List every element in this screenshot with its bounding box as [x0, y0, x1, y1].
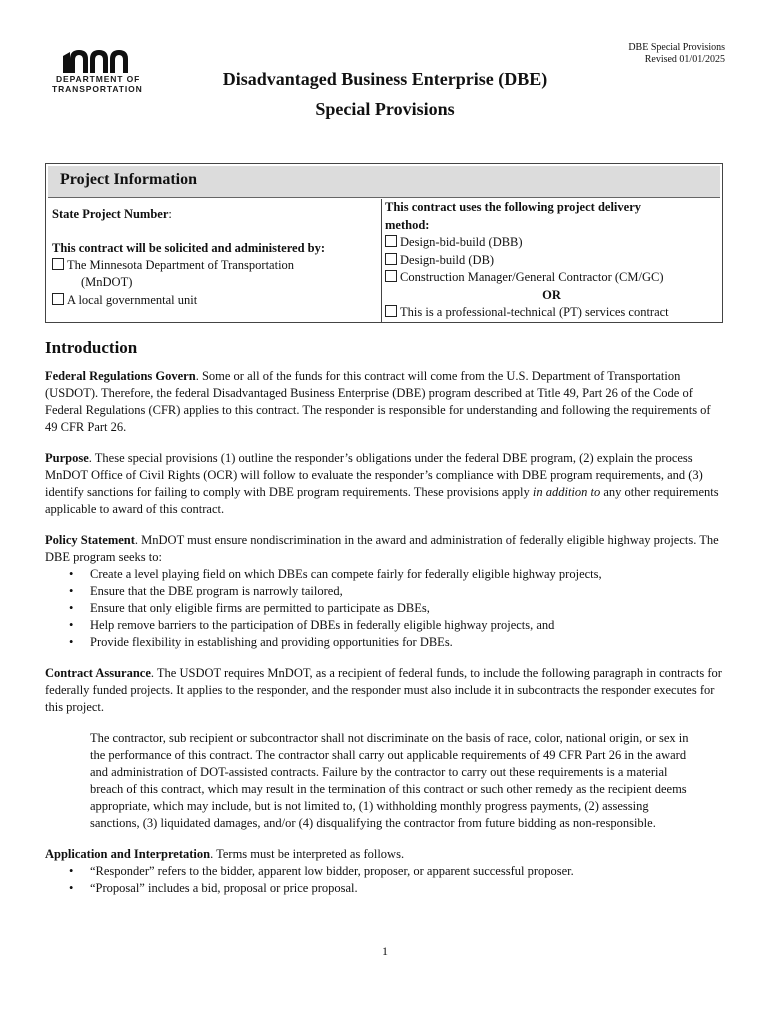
mndot-logo [52, 46, 152, 94]
method-dbb[interactable] [385, 234, 718, 252]
list-item: • Help remove barriers to the participation of DBEs in federally eligible highway projects, and [69, 617, 725, 634]
project-information-columns [46, 199, 722, 322]
document-body [45, 339, 725, 897]
policy-statement-text: . MnDOT must ensure nondiscrimination in the award and administration of federally eligible highway projects. The DBE program seeks to: [45, 533, 719, 564]
contract-assurance-paragraph [45, 665, 725, 716]
state-project-number-row[interactable] [52, 206, 375, 223]
pt-checkbox[interactable] [385, 305, 397, 317]
local-gov-checkbox[interactable] [52, 293, 64, 305]
purpose-italic: in addition to [532, 485, 601, 499]
project-info-left-column [46, 199, 382, 322]
federal-regulations-title: Federal Regulations Govern [45, 369, 196, 383]
federal-regulations-paragraph [45, 368, 725, 436]
policy-statement-title: Policy Statement [45, 533, 135, 547]
title-line1: Disadvantaged Business Enterprise (DBE) [222, 69, 548, 89]
option-mndot-label: The Minnesota Department of Transportation [67, 258, 295, 272]
mn-logo-mark-icon [52, 46, 144, 74]
list-item: • “Responder” refers to the bidder, apparent low bidder, proposer, or apparent successful proposer. [69, 863, 725, 880]
delivery-method-label-cont: method: [385, 217, 430, 232]
policy-bullet-list [69, 566, 725, 651]
policy-statement-paragraph [45, 532, 725, 566]
logo-line1: DEPARTMENT OF [56, 74, 141, 84]
logo-line2: TRANSPORTATION [52, 84, 143, 94]
option-mndot[interactable] [52, 257, 375, 274]
application-title: Application and Interpretation [45, 847, 211, 861]
revised-date: Revised 01/01/2025 [644, 54, 725, 65]
logo-wordmark [52, 74, 152, 94]
option-local-label: A local governmental unit [67, 293, 198, 307]
header-meta [628, 42, 725, 66]
method-pt-label: This is a professional-technical (PT) services contract [400, 305, 669, 319]
doc-label: DBE Special Provisions [628, 42, 725, 53]
db-checkbox[interactable] [385, 253, 397, 265]
project-information-box [45, 163, 723, 323]
introduction-heading: Introduction [45, 338, 138, 357]
contract-assurance-text: . The USDOT requires MnDOT, as a recipient of federal funds, to include the following paragraph in contracts for federally funded projects. It applies to the responder, and the responder must also include it in subcontracts the responder executes for this project. [45, 666, 722, 714]
list-item: • Create a level playing field on which DBEs can compete fairly for federally eligible highway projects, [69, 566, 725, 583]
purpose-paragraph [45, 450, 725, 518]
method-cmgc[interactable] [385, 269, 718, 287]
application-text: . Terms must be interpreted as follows. [210, 847, 405, 861]
method-db[interactable] [385, 252, 718, 270]
page-title [160, 64, 610, 124]
list-item: • Provide flexibility in establishing and providing opportunities for DBEs. [69, 634, 725, 651]
method-db-label: Design-build (DB) [400, 252, 495, 267]
application-bullet-list [69, 863, 725, 897]
title-line2: Special Provisions [315, 99, 455, 119]
list-item: • Ensure that only eligible firms are permitted to participate as DBEs, [69, 600, 725, 617]
cmgc-checkbox[interactable] [385, 270, 397, 282]
method-pt[interactable] [385, 304, 718, 322]
contract-assurance-title: Contract Assurance [45, 666, 151, 680]
project-information-heading: Project Information [48, 166, 720, 198]
page-number: 1 [382, 944, 388, 958]
dbb-checkbox[interactable] [385, 235, 397, 247]
mndot-checkbox[interactable] [52, 258, 64, 270]
list-item: • Ensure that the DBE program is narrowly tailored, [69, 583, 725, 600]
application-section [45, 846, 725, 897]
purpose-tail: any other requirements applicable to award of this contract. [45, 485, 719, 516]
option-local[interactable] [52, 292, 375, 309]
state-project-number-label: State Project Number [52, 207, 169, 221]
purpose-text: . These special provisions (1) outline the responder’s obligations under the federal DBE program, (2) explain the process MnDOT Office of Civil Rights (OCR) will follow to evaluate the responder’s compliance with DBE program requirements, and (3) identify sanctions for failing to comply with DBE program requirements. These provisions apply [45, 451, 703, 499]
federal-regulations-text: . Some or all of the funds for this contract will come from the U.S. Department of Transportation (USDOT). Therefore, the federal Disadvantaged Business Enterprise (DBE) program described at Title 49, Part 26 of the Code of Federal Regulations (CFR) applies to this contract. The responder is responsible for understanding and following the requirements of 49 CFR Part 26. [45, 369, 711, 434]
method-cmgc-label: Construction Manager/General Contractor (CM/GC) [400, 270, 664, 284]
contract-assurance-quote: The contractor, sub recipient or subcontractor shall not discriminate on the basis of race, color, national origin, or sex in the performance of this contract. The contractor shall carry out applicable requirements of 49 CFR Part 26 in the award and administration of DOT-assisted contracts. Failure by the contractor to carry out these requirements is a material breach of this contract, which may result in the termination of this contract or such other remedy as the recipient deems appropriate, which may include, but is not limited to, (1) withholding monthly progress payments, (2) assessing sanctions, (3) liquidated damages, and/or (4) disqualifying the contractor from future bidding as non-responsible. [90, 731, 689, 830]
or-separator: OR [542, 287, 561, 302]
state-project-number-colon: : [168, 207, 172, 221]
list-item: • “Proposal” includes a bid, proposal or price proposal. [69, 880, 725, 897]
option-mndot-label-cont: (MnDOT) [81, 275, 133, 289]
method-dbb-label: Design-bid-build (DBB) [400, 235, 523, 249]
application-paragraph [45, 846, 725, 863]
solicited-label: This contract will be solicited and administered by: [52, 241, 326, 255]
purpose-title: Purpose [45, 451, 89, 465]
policy-statement-section [45, 532, 725, 651]
project-info-right-column [382, 199, 722, 322]
delivery-method-label: This contract uses the following project delivery [385, 200, 641, 214]
